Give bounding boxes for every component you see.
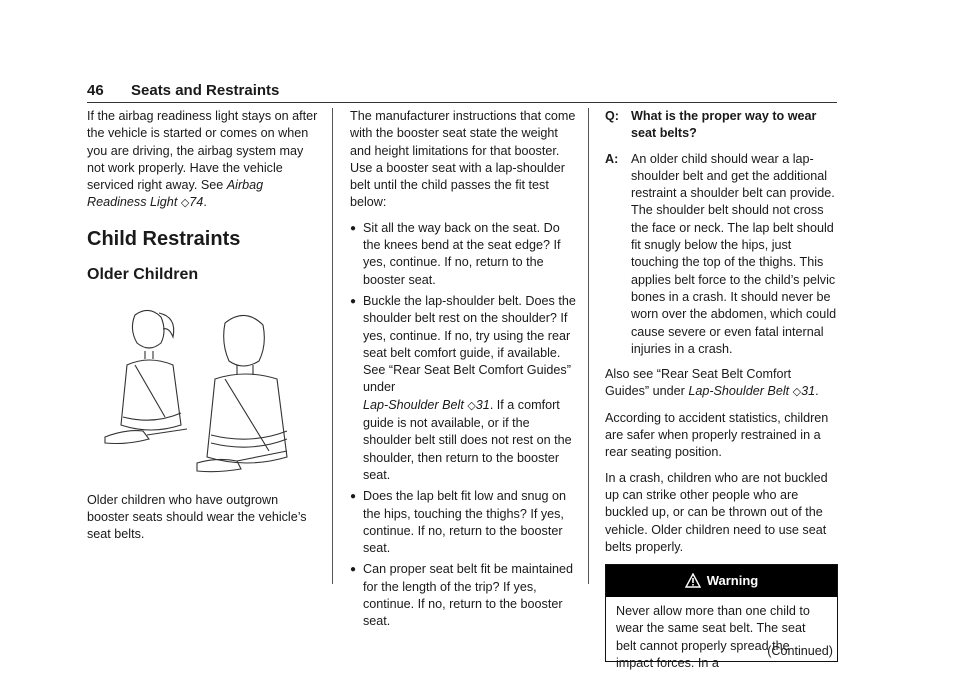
question: Q: What is the proper way to wear seat belts? bbox=[605, 109, 817, 141]
column-divider bbox=[332, 108, 333, 584]
warning-text: Never allow more than one child to wear the same seat belt. The seat belt cannot properly spread the impact forces. In a bbox=[616, 604, 810, 671]
column-divider bbox=[588, 108, 589, 584]
reference-arrow-icon: ◇ bbox=[180, 197, 190, 210]
list-item: ● Can proper seat belt fit be maintained for the length of the trip? If yes, continue. If no, return to the booster seat. bbox=[350, 562, 574, 629]
page-number: 46 bbox=[87, 82, 104, 99]
illustration-svg bbox=[87, 295, 307, 480]
bullet-icon: ● bbox=[350, 564, 357, 576]
answer: A: An older child should wear a lap-shoulder belt and get the additional restraint a shoulder belt can provide. The shoulder belt should not cross the face or neck. The lap belt should fit snugly below the hips, just touching the top of the thighs. This applies belt force to the child’s pelvic bones in a crash. It should never be worn over the abdomen, which could cause severe or even fatal internal injuries in a crash. bbox=[605, 151, 837, 356]
ref-lap-shoulder-belt[interactable]: Lap-Shoulder Belt bbox=[363, 397, 464, 412]
column-2 bbox=[350, 108, 578, 637]
section-title: Seats and Restraints bbox=[131, 82, 280, 99]
column-1 bbox=[87, 108, 323, 552]
heading-older-children: Older Children bbox=[87, 265, 199, 283]
statistics-paragraph: According to accident statistics, children are safer when properly restrained in a rear seating position. bbox=[605, 410, 829, 460]
list-item: ● Does the lap belt fit low and snug on the hips, touching the thighs? If yes, continue. If no, return to the booster seat. bbox=[350, 489, 567, 556]
list-item: ● Buckle the lap-shoulder belt. Does the shoulder belt rest on the shoulder? If yes, continue. If no, try using the rear seat belt comfort guide, if available. See “Rear Seat Belt Comfort Guides” under Lap-Shoulder Belt ◇31. If a comfort guide is not available, or if the shoulder belt still does not rest on the shoulder, then return to the booster seat. bbox=[350, 293, 576, 482]
warning-icon bbox=[685, 573, 701, 589]
heading-child-restraints: Child Restraints bbox=[87, 227, 241, 250]
warning-header bbox=[606, 565, 837, 597]
ref-page[interactable]: 31 bbox=[801, 384, 816, 399]
list-item: ● Sit all the way back on the seat. Do the knees bend at the seat edge? If yes, continue. If no, return to the booster seat. bbox=[350, 220, 561, 287]
bullet-icon: ● bbox=[350, 222, 357, 234]
older-children-caption: Older children who have outgrown booster seats should wear the vehicle’s seat belts. bbox=[87, 492, 307, 542]
warning-box bbox=[605, 564, 838, 671]
bullet-icon: ● bbox=[350, 295, 357, 307]
children-seat-belt-illustration bbox=[87, 295, 307, 480]
reference-arrow-icon: ◇ bbox=[792, 386, 802, 399]
reference-arrow-icon: ◇ bbox=[467, 399, 476, 412]
crash-paragraph: In a crash, children who are not buckled up can strike other people who are buckled up, or can be thrown out of the vehicle. Older children need to use seat belts properly. bbox=[605, 470, 828, 554]
booster-intro: The manufacturer instructions that come with the booster seat state the weight and height limitations for that booster. Use a booster seat with a lap-shoulder belt until the child passes the fit test below: bbox=[350, 109, 576, 210]
page-header bbox=[87, 80, 837, 103]
ref-lap-shoulder-belt[interactable]: Lap-Shoulder Belt bbox=[688, 384, 790, 399]
intro-paragraph: If the airbag readiness light stays on after the vehicle is started or comes on when you are driving, the airbag system may not work properly. Have the vehicle serviced right away. See Airbag Readiness Light ◇74. bbox=[87, 109, 318, 210]
column-3 bbox=[605, 108, 838, 671]
ref-page[interactable]: 31 bbox=[475, 397, 490, 412]
continued-label: (Continued) bbox=[767, 643, 833, 658]
warning-title: Warning bbox=[706, 573, 759, 589]
fit-test-list bbox=[350, 220, 578, 631]
bullet-icon: ● bbox=[350, 491, 357, 503]
ref-airbag-readiness-light[interactable]: Airbag Readiness Light bbox=[87, 178, 264, 210]
also-see-paragraph: Also see “Rear Seat Belt Comfort Guides” under Lap-Shoulder Belt ◇31. bbox=[605, 367, 819, 399]
ref-page[interactable]: 74 bbox=[189, 195, 204, 210]
